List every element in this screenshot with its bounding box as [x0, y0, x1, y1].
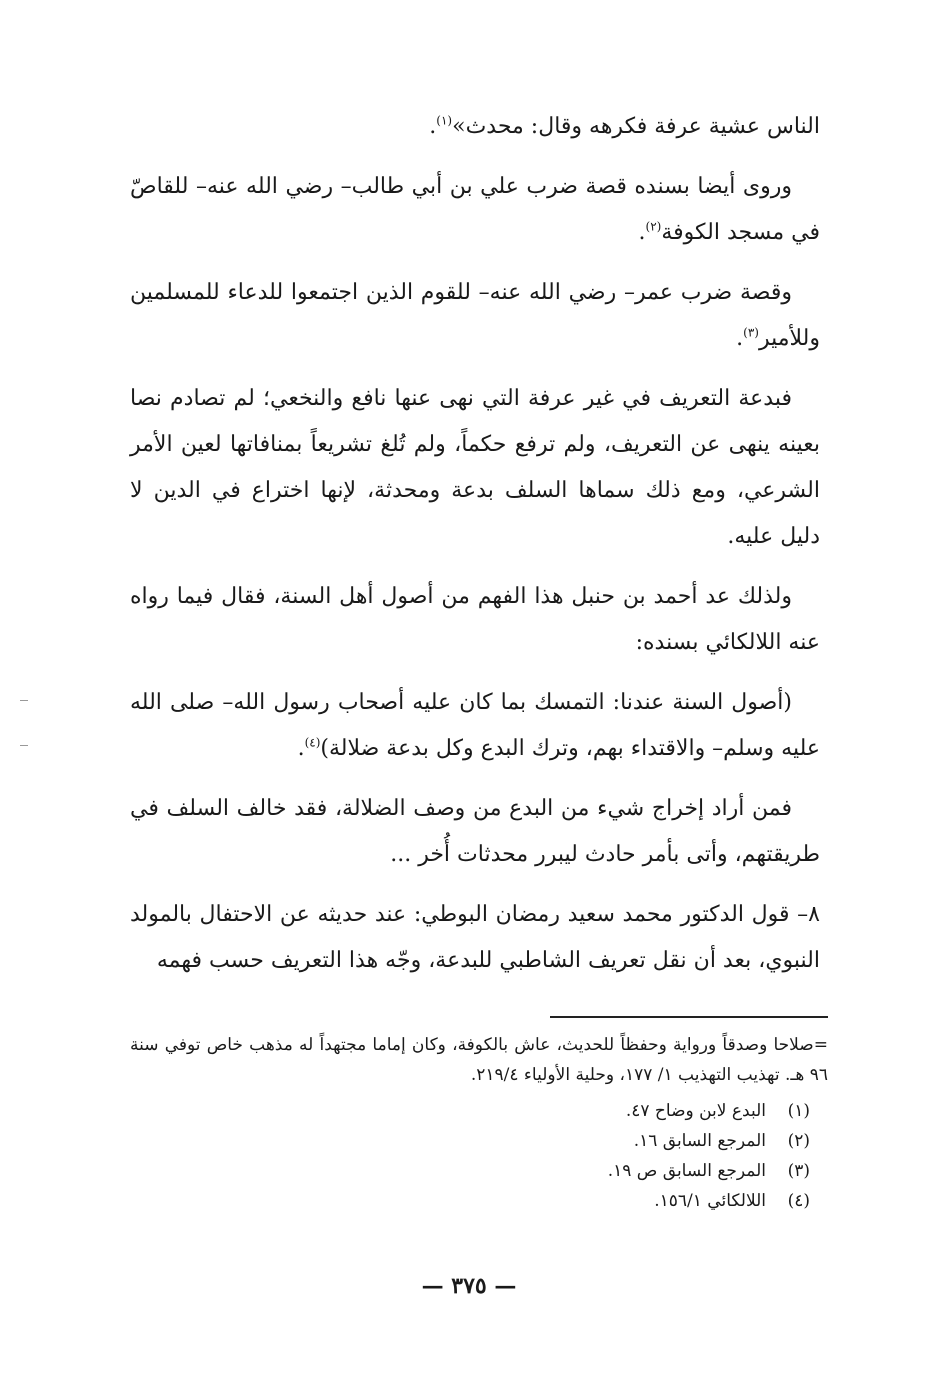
- footnote-number: (٣): [787, 1161, 810, 1181]
- footnote-ref: (٣): [743, 325, 759, 340]
- footnote-ref: (٢): [645, 219, 662, 234]
- page-number: — ٣٧٥ —: [421, 1273, 517, 1299]
- paragraph: ولذلك عد أحمد بن حنبل هذا الفهم من أصول أهل السنة، فقال فيما رواه عنه اللالكائي بسنده:: [130, 584, 820, 655]
- paragraph: (أصول السنة عندنا: التمسك بما كان عليه أصحاب رسول الله– صلى الله عليه وسلم– والاقتداء بهم، وترك البدع وكل بدعة ضلالة)$^{(٤)}$.: [130, 690, 820, 761]
- footnote-number: (٢): [787, 1131, 810, 1151]
- footnote-ref: (٤): [304, 735, 321, 750]
- footnote-separator: [550, 1016, 828, 1018]
- footnote-number: (٤): [787, 1191, 810, 1211]
- scan-artifact: [20, 700, 28, 701]
- paragraph: ٨– قول الدكتور محمد سعيد رمضان البوطي: عند حديثه عن الاحتفال بالمولد النبوي، بعد أن نقل تعريف الشاطبي للبدعة، وجّه هذا التعريف حسب فهمه: [130, 902, 820, 973]
- paragraph: الناس عشية عرفة فكرهه وقال: محدث»$^{(١)}$.: [429, 113, 820, 139]
- footnote-text: البدع لابن وضاح ٤٧.: [625, 1101, 766, 1121]
- footnote-item: [130, 1126, 810, 1156]
- footnote-text: المرجع السابق ص ١٩.: [607, 1161, 766, 1181]
- paragraph: فمن أراد إخراج شيء من البدع من وصف الضلالة، فقد خالف السلف في طريقتهم، وأتى بأمر حادث ليبرر محدثات أُخر ...: [130, 796, 820, 867]
- footnote-item: [130, 1186, 810, 1216]
- footnote-item: [130, 1096, 810, 1126]
- footnotes: [130, 1030, 828, 1216]
- paragraph: فبدعة التعريف في غير عرفة التي نهى عنها نافع والنخعي؛ لم تصادم نصا بعينه ينهى عن التعريف، ولم ترفع حكماً، ولم تُلغ تشريعاً بمنافاتها لعين الأمر الشرعي، ومع ذلك سماها السلف بدعة ومحدثة، لإنها اختراع في الدين لا دليل عليه.: [130, 386, 820, 549]
- footnote-item: [130, 1156, 810, 1186]
- footnote-text: اللالكائي ١٥٦/١.: [654, 1191, 766, 1211]
- paragraph: وقصة ضرب عمر– رضي الله عنه– للقوم الذين اجتمعوا للدعاء للمسلمين وللأمير$^{(٣)}$.: [130, 280, 820, 351]
- main-text: [130, 104, 820, 998]
- footnote-number: (١): [787, 1101, 810, 1121]
- paragraph: وروى أيضا بسنده قصة ضرب علي بن أبي طالب– رضي الله عنه– للقاصّ في مسجد الكوفة$^{(٢)}$.: [130, 174, 820, 245]
- footnote-text: المرجع السابق ١٦.: [633, 1131, 766, 1151]
- footnote-continuation: =صلاحا وصدقاً ورواية وحفظاً للحديث، عاش بالكوفة، وكان إماما مجتهداً له مذهب خاص توفي سنة ٩٦ هـ. تهذيب التهذيب ١/ ١٧٧، وحلية الأولياء ٢١٩/٤.: [130, 1035, 828, 1085]
- scan-artifact: [20, 745, 28, 746]
- footnote-ref: (١): [436, 113, 453, 128]
